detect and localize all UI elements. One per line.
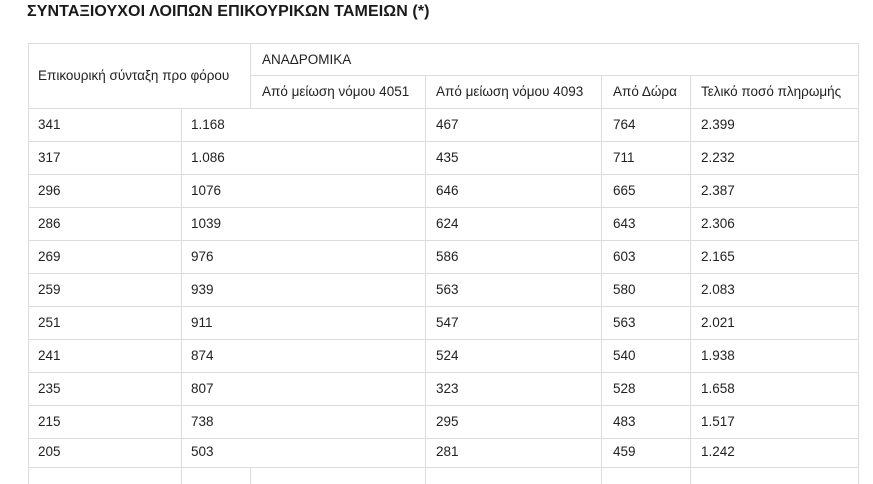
table-cell: 603 [613,249,636,264]
table-cell: 665 [613,183,636,198]
row-divider [29,174,858,175]
table-cell: 295 [436,414,459,429]
table-cell: 467 [436,117,459,132]
table-cell: 1.242 [701,444,735,459]
row-divider [29,467,858,468]
column-divider [250,467,251,484]
table-cell: 563 [436,282,459,297]
pension-table [28,43,859,484]
table-cell: 1.658 [701,381,735,396]
header-pension: Επικουρική σύνταξη προ φόρου [38,68,230,83]
table-cell: 874 [191,348,214,363]
table-cell: 911 [191,315,213,330]
table-cell: 807 [191,381,214,396]
row-divider [29,141,858,142]
table-cell: 976 [191,249,214,264]
table-cell: 341 [38,117,61,132]
table-cell: 580 [613,282,636,297]
table-cell: 1076 [191,183,222,198]
table-cell: 2.165 [701,249,735,264]
column-divider [601,75,602,484]
table-cell: 540 [613,348,636,363]
table-cell: 235 [38,381,61,396]
column-divider [425,75,426,484]
table-cell: 563 [613,315,636,330]
table-cell: 1039 [191,216,222,231]
row-divider [29,438,858,439]
header-divider [250,75,858,76]
table-cell: 738 [191,414,214,429]
table-cell: 528 [613,381,636,396]
table-cell: 503 [191,444,214,459]
table-cell: 586 [436,249,459,264]
header-bottom-border [29,108,858,109]
table-cell: 1.168 [191,117,225,132]
table-cell: 2.083 [701,282,735,297]
row-divider [29,306,858,307]
table-cell: 296 [38,183,61,198]
row-divider [29,240,858,241]
table-cell: 764 [613,117,636,132]
table-cell: 459 [613,444,636,459]
row-divider [29,405,858,406]
table-cell: 2.232 [701,150,735,165]
table-cell: 939 [191,282,214,297]
header-total: Τελικό ποσό πληρωμής [701,84,842,99]
row-divider [29,273,858,274]
table-cell: 643 [613,216,636,231]
header-law-4051: Από μείωση νόμου 4051 [262,84,410,99]
table-cell: 435 [436,150,459,165]
header-gifts: Από Δώρα [613,84,677,99]
table-cell: 259 [38,282,61,297]
table-cell: 711 [613,150,635,165]
table-cell: 286 [38,216,61,231]
table-cell: 524 [436,348,459,363]
column-divider [250,44,251,108]
table-cell: 1.086 [191,150,225,165]
table-cell: 1.517 [701,414,735,429]
table-cell: 269 [38,249,61,264]
table-cell: 323 [436,381,459,396]
table-cell: 251 [38,315,61,330]
table-cell: 215 [38,414,61,429]
page-title: ΣΥΝΤΑΞΙΟΥΧΟΙ ΛΟΙΠΩΝ ΕΠΙΚΟΥΡΙΚΩΝ ΤΑΜΕΙΩΝ (*) [27,3,430,20]
row-divider [29,207,858,208]
table-cell: 2.021 [701,315,735,330]
table-cell: 205 [38,444,61,459]
table-cell: 646 [436,183,459,198]
row-divider [29,339,858,340]
table-cell: 483 [613,414,636,429]
table-cell: 317 [38,150,61,165]
table-cell: 2.387 [701,183,735,198]
table-cell: 281 [436,444,459,459]
header-law-4093: Από μείωση νόμου 4093 [436,84,584,99]
table-cell: 241 [38,348,61,363]
column-divider [690,75,691,484]
row-divider [29,372,858,373]
table-cell: 547 [436,315,459,330]
table-cell: 624 [436,216,459,231]
table-cell: 1.938 [701,348,735,363]
table-cell: 2.399 [701,117,735,132]
table-cell: 2.306 [701,216,735,231]
header-group-retroactive: ΑΝΑΔΡΟΜΙΚΑ [262,52,352,67]
column-divider [181,108,182,484]
